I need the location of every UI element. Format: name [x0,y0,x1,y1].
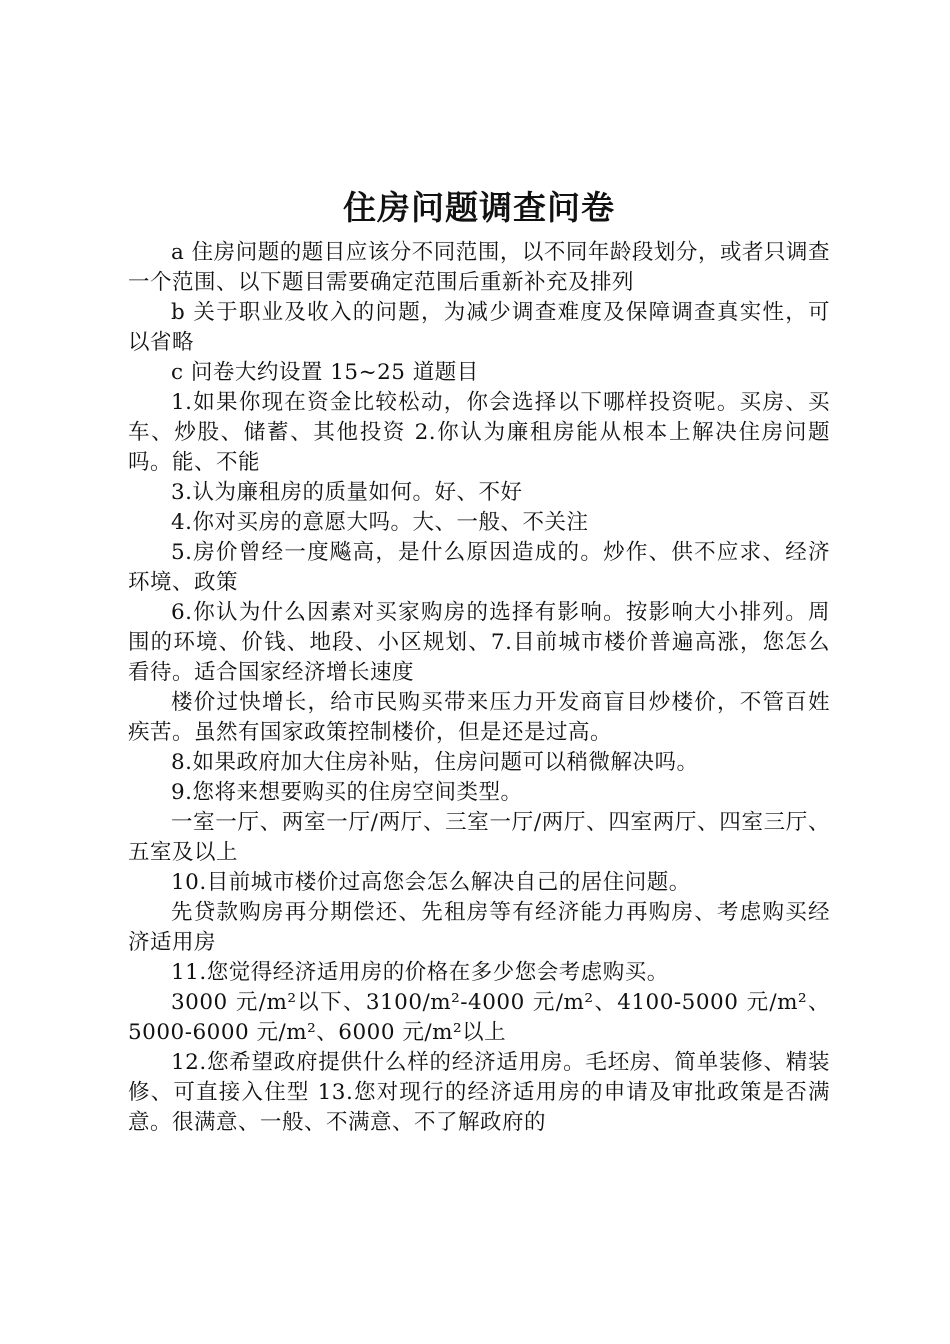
question-11-options: 3000 元/m²以下、3100/m²-4000 元/m²、4100-5000 元/m²、5000-6000 元/m²、6000 元/m²以上 [128,990,830,1045]
paragraph-note-a: a 住房问题的题目应该分不同范围，以不同年龄段划分，或者只调查一个范围、以下题目需要确定范围后重新补充及排列 [128,240,830,295]
paragraph-note-b: b 关于职业及收入的问题，为减少调查难度及保障调查真实性，可以省略 [128,300,830,355]
question-7-options: 楼价过快增长，给市民购买带来压力开发商盲目炒楼价，不管百姓疾苦。虽然有国家政策控制楼价，但是还是过高。 [128,690,830,745]
question-1-2: 1.如果你现在资金比较松动，你会选择以下哪样投资呢。买房、买车、炒股、储蓄、其他投资 2.你认为廉租房能从根本上解决住房问题吗。能、不能 [128,390,830,475]
question-9: 9.您将来想要购买的住房空间类型。 [171,780,523,805]
question-6-7: 6.你认为什么因素对买家购房的选择有影响。按影响大小排列。周围的环境、价钱、地段、小区规划、7.目前城市楼价普遍高涨，您怎么看待。适合国家经济增长速度 [128,600,830,685]
question-4: 4.你对买房的意愿大吗。大、一般、不关注 [171,510,589,535]
question-11: 11.您觉得经济适用房的价格在多少您会考虑购买。 [171,960,669,985]
question-5: 5.房价曾经一度飚高，是什么原因造成的。炒作、供不应求、经济环境、政策 [128,540,830,595]
question-8: 8.如果政府加大住房补贴，住房问题可以稍微解决吗。 [171,750,699,775]
page-title: 住房问题调查问卷 [343,188,615,227]
paragraph-note-c: c 问卷大约设置 15~25 道题目 [171,360,479,385]
question-10-options: 先贷款购房再分期偿还、先租房等有经济能力再购房、考虑购买经济适用房 [128,900,830,955]
question-9-options: 一室一厅、两室一厅/两厅、三室一厅/两厅、四室两厅、四室三厅、五室及以上 [128,810,830,865]
question-10: 10.目前城市楼价过高您会怎么解决自己的居住问题。 [171,870,691,895]
question-3: 3.认为廉租房的质量如何。好、不好 [171,480,523,505]
question-12-13: 12.您希望政府提供什么样的经济适用房。毛坯房、简单装修、精装修、可直接入住型 13.您对现行的经济适用房的申请及审批政策是否满意。很满意、一般、不满意、不了解政府的 [128,1050,830,1135]
